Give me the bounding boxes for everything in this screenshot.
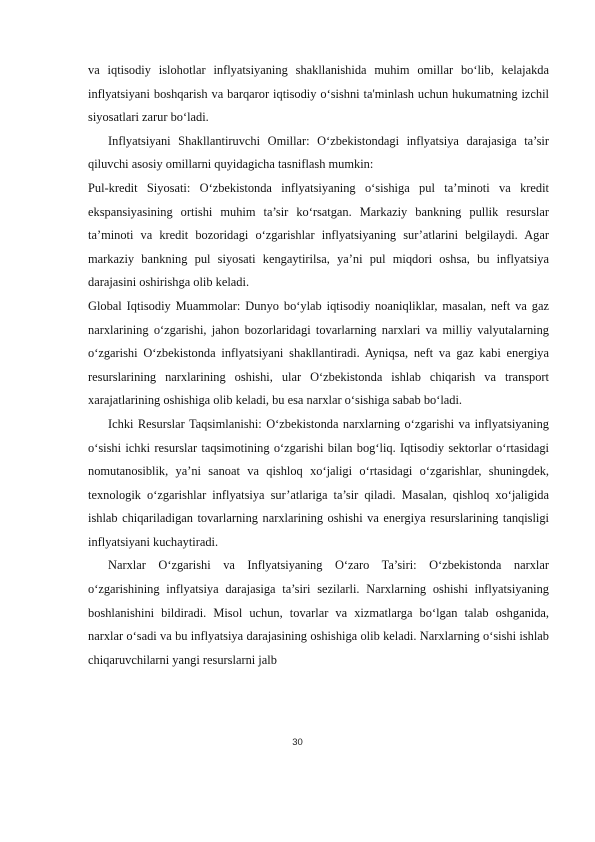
page-number: 30 [292,737,303,748]
paragraph-inflation-factors: Inflyatsiyani Shakllantiruvchi Omillar: O‘zbekistondagi inflyatsiya darajasiga ta’sir qiluvchi asosiy omillarni quyidagicha tasniflash mumkin: [88,133,549,172]
paragraph-internal-resources: Ichki Resurslar Taqsimlanishi: O‘zbekistonda narxlarning o‘zgarishi va inflyatsiyaning o‘sishi ichki resurslar taqsimotining o‘zgarishi bilan bog‘liq. Iqtisodiy sektorlar o‘rtasidagi nomutanosiblik, ya’ni sanoat va qishloq xo‘jaligi o‘rtasidagi o‘zgarishlar, shuningdek, texnologik o‘zgarishlar inflyatsiya sur’atlariga ta’sir qiladi. Masalan, qishloq xo‘jaligida ishlab chiqariladigan tovarlarning narxlarining oshishi va energiya resurslarining tanqisligi inflyatsiyani kuchaytiradi. [88,416,549,549]
paragraph-global-economic-problems: Global Iqtisodiy Muammolar: Dunyo bo‘ylab iqtisodiy noaniqliklar, masalan, neft va gaz narxlarining o‘zgarishi, jahon bozorlaridagi tovarlarning narxlari va milliy valyutalarning o‘zgarishi O‘zbekistonda inflyatsiyani shakllantiradi. Ayniqsa, neft va gaz kabi energiya resurslarining narxlarining oshishi, ular O‘zbekistonda ishlab chiqarish va transport xarajatlarining oshishiga olib keladi, bu esa narxlar o‘sishiga sabab bo‘ladi. [88,298,549,408]
paragraph-price-changes: Narxlar O‘zgarishi va Inflyatsiyaning O‘zaro Ta’siri: O‘zbekistonda narxlar o‘zgarishining inflyatsiya darajasiga ta’siri sezilarli. Narxlarning oshishi inflyatsiyaning boshlanishini bildiradi. Misol uchun, tovarlar va xizmatlarga bo‘lgan talab oshganida, narxlar o‘sadi va bu inflyatsiya darajasining oshishiga olib keladi. Narxlarning o‘sishi ishlab chiqaruvchilarni yangi resurslarni jalb [88,558,549,667]
document-body [88,59,549,672]
paragraph-intro-continuation: va iqtisodiy islohotlar inflyatsiyaning shakllanishida muhim omillar bo‘lib, kelajakda inflyatsiyani boshqarish va barqaror iqtisodiy o‘sishni ta'minlash uchun hukumatning izchil siyosatlari zarur bo‘ladi. [88,63,549,125]
paragraph-monetary-policy: Pul-kredit Siyosati: O‘zbekistonda inflyatsiyaning o‘sishiga pul ta’minoti va kredit ekspansiyasining ortishi muhim ta’sir ko‘rsatgan. Markaziy bankning pullik resurslar ta’minoti va kredit bozoridagi o‘zgarishlar inflyatsiyaning sur’atlarini belgilaydi. Agar markaziy bankning pul siyosati kengaytirilsa, ya’ni pul miqdori oshsa, bu inflyatsiya darajasini oshirishga olib keladi. [88,180,549,290]
